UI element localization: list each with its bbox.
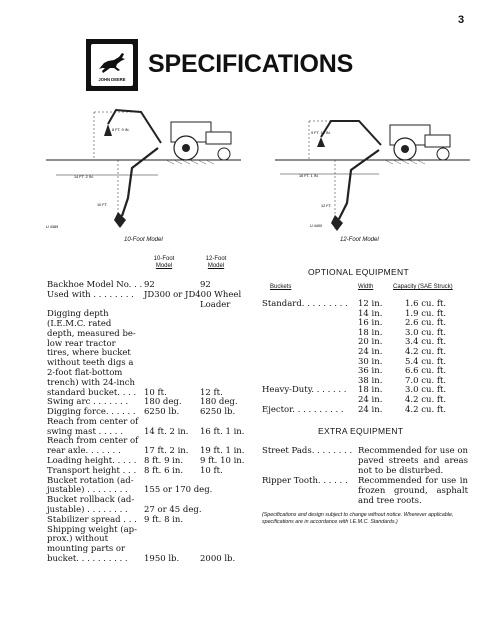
bucket-width: 36 in. <box>358 366 383 377</box>
extra-item-label: Street Pads. . . . . . . . <box>262 446 353 456</box>
spec-v2: Loader <box>200 299 231 310</box>
bucket-bucket: Standard. . . . . . . . . <box>262 299 348 309</box>
figure-caption-10ft: 10-Foot Model <box>124 237 163 243</box>
width-header: Width <box>358 284 374 290</box>
spec-label: Bucket rollback (ad- <box>47 495 135 506</box>
spec-v1: 180 deg. <box>144 397 182 408</box>
spec-label: mounting parts or <box>47 544 126 555</box>
bucket-width: 24 in. <box>358 404 383 415</box>
spec-label: Transport height . . . <box>47 465 137 476</box>
spec-label: Used with . . . . . . . . <box>47 289 134 300</box>
footnote: (Specifications and design subject to change without notice. Wherever applicable, specifications are in accordance with I.E.M.C. Standards.) <box>262 512 454 525</box>
dim-reach-label: 14 FT. 2 IN. <box>74 175 94 179</box>
spec-label: low rear tractor <box>47 338 116 349</box>
dim-depth-label: 10 FT. <box>97 203 108 207</box>
spec-label: 2-foot flat-bottom <box>47 368 123 379</box>
capacity-header: Capacity (SAE Struck) <box>393 284 453 290</box>
spec-label: standard bucket. . . . <box>47 387 137 398</box>
bucket-width: 18 in. <box>358 327 383 338</box>
spec-v2: 6250 lb. <box>200 407 236 418</box>
spec-v1: 92 <box>144 280 155 290</box>
col-header-10ft-line1: 10-Foot <box>153 256 175 262</box>
extra-item-desc: Recommended for use on paved streets and areas not to be disturbed. <box>358 446 468 476</box>
bucket-width: 20 in. <box>358 337 383 348</box>
bucket-bucket: Heavy-Duty. . . . . . . <box>262 385 347 396</box>
col-header-10ft <box>144 256 184 270</box>
backhoe-12ft-diagram <box>275 115 470 240</box>
spec-label: (I.E.M.C. rated <box>47 319 112 330</box>
spec-label: Swing arc . . . . . . . <box>47 397 129 408</box>
bucket-width: 38 in. <box>358 375 383 386</box>
spec-v1: 6250 lb. <box>144 407 180 418</box>
spec-v1: 10 ft. <box>144 387 167 398</box>
spec-label: prox.) without <box>47 534 109 545</box>
spec-v2: 10 ft. <box>200 465 223 476</box>
spec-v2: 2000 lb. <box>200 553 236 564</box>
col-header-12ft <box>196 256 236 270</box>
figure-code: U 4389 <box>46 225 59 229</box>
spec-label: justable) . . . . . . . . <box>47 504 128 515</box>
figure-code: U 4400 <box>310 224 323 228</box>
extra-equipment-heading: EXTRA EQUIPMENT <box>318 426 404 436</box>
backhoe-10ft-diagram <box>46 98 241 238</box>
bucket-width: 14 in. <box>358 308 383 319</box>
page-number: 3 <box>458 14 465 26</box>
spec-v1: 8 ft. 6 in. <box>144 465 184 476</box>
spec-label: Backhoe Model No. . . <box>47 280 143 290</box>
bucket-capacity: 3.0 cu. ft. <box>405 327 447 338</box>
spec-label: without teeth digs a <box>47 358 134 369</box>
bucket-width: 12 in. <box>358 299 383 309</box>
spec-v2: 12 ft. <box>200 387 223 398</box>
dim-height-label: 8 FT. 9 IN. <box>112 128 130 132</box>
spec-label: Digging depth <box>47 309 109 320</box>
bucket-capacity: 4.2 cu. ft. <box>405 404 447 415</box>
col-header-12ft-line2: Model <box>207 263 225 269</box>
bucket-width: 18 in. <box>358 385 383 396</box>
spec-v1: 9 ft. 8 in. <box>144 514 184 525</box>
page-title: SPECIFICATIONS <box>148 50 354 78</box>
spec-label: Stabilizer spread . . . <box>47 514 137 525</box>
leaping-deer-icon <box>86 39 138 91</box>
spec-label: tires, where bucket <box>47 348 131 359</box>
spec-label: swing mast . . . . . <box>47 426 123 437</box>
bucket-capacity: 4.2 cu. ft. <box>405 347 447 357</box>
extra-item-label: Ripper Tooth. . . . . . <box>262 476 348 486</box>
spec-v2: 9 ft. 10 in. <box>200 456 245 467</box>
spec-label: bucket. . . . . . . . . . <box>47 553 128 564</box>
spec-label: Loading height. . . . . <box>47 456 137 467</box>
bucket-bucket: Ejector. . . . . . . . . . <box>262 404 344 415</box>
bucket-capacity: 1.6 cu. ft. <box>405 299 447 309</box>
bucket-capacity: 2.6 cu. ft. <box>405 318 447 329</box>
bucket-capacity: 6.6 cu. ft. <box>405 366 447 377</box>
bucket-width: 24 in. <box>358 395 383 405</box>
bucket-capacity: 3.4 cu. ft. <box>405 337 447 348</box>
spec-v2: 180 deg. <box>200 397 238 408</box>
spec-v1: 14 ft. 2 in. <box>144 426 189 437</box>
spec-v1: 27 or 45 deg. <box>144 504 202 515</box>
figure-caption-12ft: 12-Foot Model <box>340 237 379 243</box>
spec-v2: 19 ft. 1 in. <box>200 446 245 457</box>
spec-v1: JD300 or JD400 Wheel <box>144 289 242 300</box>
spec-v2: 16 ft. 1 in. <box>200 426 245 437</box>
john-deere-logo <box>86 39 138 91</box>
col-header-12ft-line1: 12-Foot <box>205 256 227 262</box>
spec-label: justable) . . . . . . . . <box>47 485 128 496</box>
spec-v1: 155 or 170 deg. <box>144 485 213 496</box>
logo-text: JOHN DEERE <box>98 77 126 82</box>
bucket-capacity: 3.0 cu. ft. <box>405 385 447 396</box>
bucket-capacity: 1.9 cu. ft. <box>405 308 447 319</box>
spec-label: depth, measured be- <box>47 328 136 339</box>
spec-label: Digging force. . . . . . <box>47 407 136 418</box>
spec-label: Bucket rotation (ad- <box>47 475 134 486</box>
optional-equipment-heading: OPTIONAL EQUIPMENT <box>308 267 409 277</box>
spec-label: trench) with 24-inch <box>47 377 135 388</box>
spec-label: rear axle. . . . . . . <box>47 446 121 457</box>
bucket-capacity: 4.2 cu. ft. <box>405 395 447 405</box>
bucket-capacity: 7.0 cu. ft. <box>405 375 447 386</box>
spec-label: Shipping weight (ap- <box>47 524 137 535</box>
spec-v1: 8 ft. 9 in. <box>144 456 184 467</box>
bucket-width: 24 in. <box>358 347 383 357</box>
extra-item-desc: Recommended for use in frozen ground, asphalt and tree roots. <box>358 476 468 506</box>
col-header-10ft-line2: Model <box>155 263 173 269</box>
spec-v2: 92 <box>200 280 211 290</box>
buckets-header: Buckets <box>270 284 292 290</box>
dim-reach-label: 16 FT. 1 IN. <box>299 174 319 178</box>
bucket-width: 16 in. <box>358 318 383 329</box>
dim-height-label: 9 FT. 10 IN. <box>311 131 331 135</box>
bucket-width: 30 in. <box>358 356 383 367</box>
spec-label: Reach from center of <box>47 416 139 427</box>
spec-v1: 17 ft. 2 in. <box>144 446 189 457</box>
dim-depth-label: 12 FT. <box>321 204 332 208</box>
spec-v1: 1950 lb. <box>144 553 180 564</box>
bucket-capacity: 5.4 cu. ft. <box>405 356 447 367</box>
spec-label: Reach from center of <box>47 436 139 447</box>
